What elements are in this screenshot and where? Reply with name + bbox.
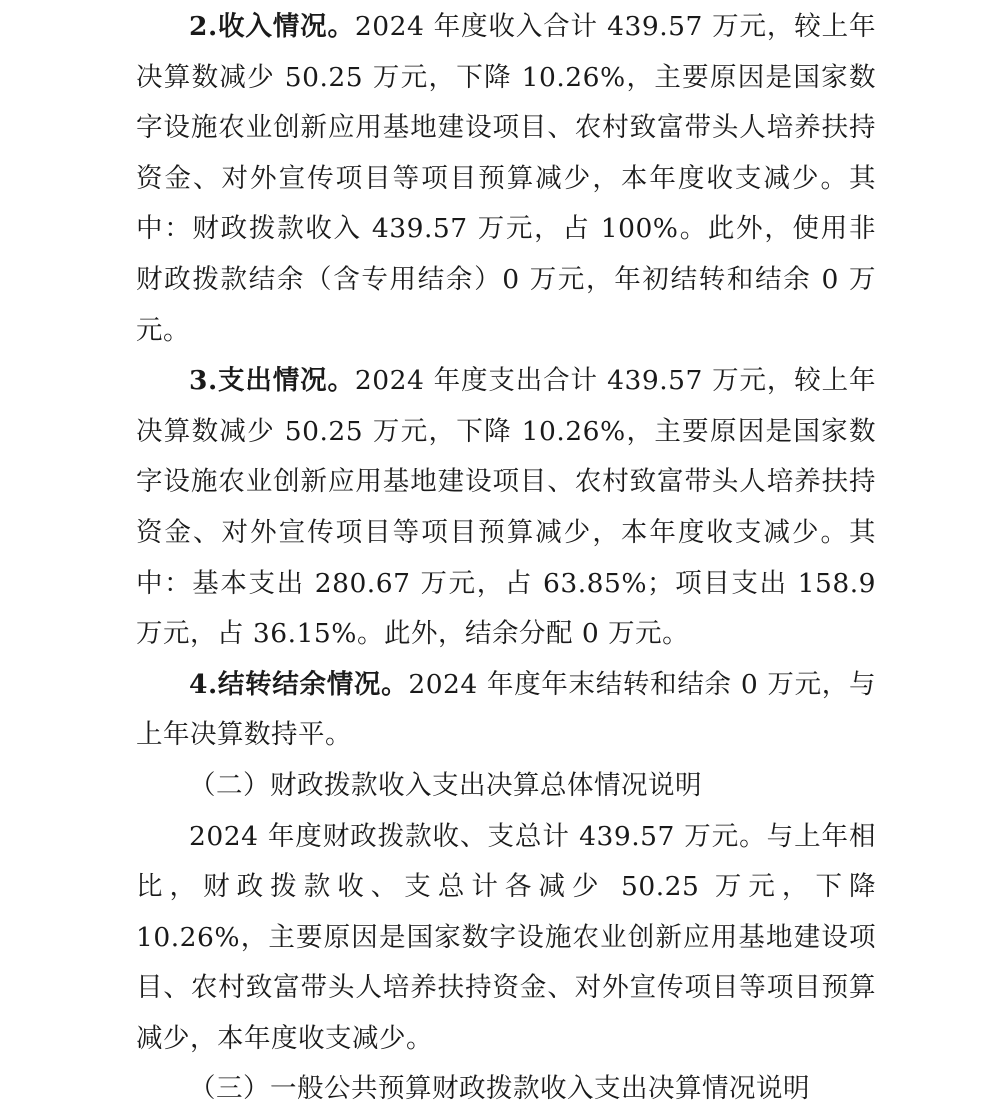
carryover-paragraph <box>136 660 876 761</box>
fiscal-overview-heading: （二）财政拨款收入支出决算总体情况说明 <box>189 769 702 801</box>
expenditure-lead: 3.支出情况。 <box>189 365 355 397</box>
expenditure-body: 2024 年度支出合计 439.57 万元，较上年决算数减少 50.25 万元，下降 10.26%，主要原因是国家数字设施农业创新应用基地建设项目、农村致富带头人培养扶持资金、对外宣传项目等项目预算减少，本年度收支减少。其中：基本支出 280.67 万元，占 63.85%；项目支出 158.9 万元，占 36.15%。此外，结余分配 0 万元。 <box>136 365 876 650</box>
income-body: 2024 年度收入合计 439.57 万元，较上年决算数减少 50.25 万元，下降 10.26%，主要原因是国家数字设施农业创新应用基地建设项目、农村致富带头人培养扶持资金、对外宣传项目等项目预算减少，本年度收支减少。其中：财政拨款收入 439.57 万元，占 100%。此外，使用非财政拨款结余（含专用结余）0 万元，年初结转和结余 0 万元。 <box>136 11 876 346</box>
income-paragraph <box>136 2 876 356</box>
fiscal-overview-paragraph: 2024 年度财政拨款收、支总计 439.57 万元。与上年相比，财政拨款收、支总计各减少 50.25 万元，下降 10.26%，主要原因是国家数字设施农业创新应用基地建设项目、农村致富带头人培养扶持资金、对外宣传项目等项目预算减少，本年度收支减少。 <box>136 820 876 1054</box>
carryover-lead: 4.结转结余情况。 <box>189 668 409 700</box>
expenditure-paragraph <box>136 356 876 660</box>
carryover-body: 2024 年度年末结转和结余 0 万元，与上年决算数持平。 <box>136 668 876 751</box>
income-lead: 2.收入情况。 <box>189 11 355 42</box>
document-page <box>136 0 876 1115</box>
general-budget-heading: （三）一般公共预算财政拨款收入支出决算情况说明 <box>189 1073 810 1105</box>
